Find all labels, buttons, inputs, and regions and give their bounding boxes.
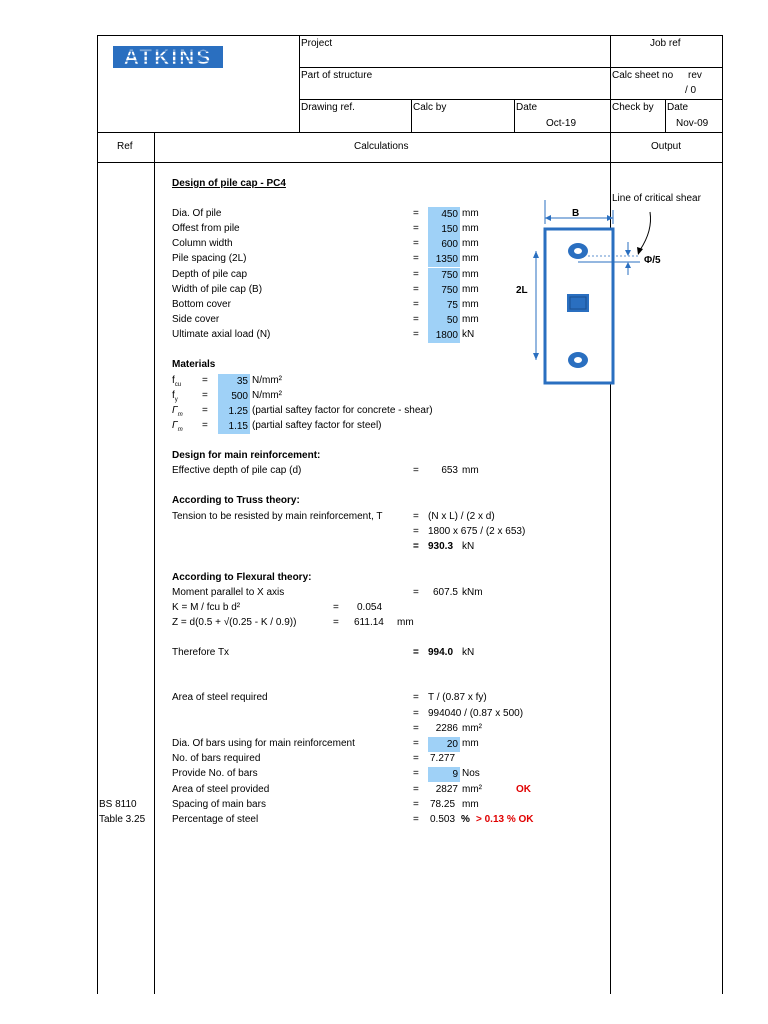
equals-sign: = (333, 602, 339, 613)
equals-sign: = (413, 587, 419, 598)
input-value-column-width[interactable]: 600 (428, 237, 460, 252)
equals-sign: = (413, 738, 419, 749)
dim-phi-label: Φ/5 (644, 255, 661, 266)
border-date2-left (665, 99, 666, 132)
check-by-label: Check by (612, 102, 654, 113)
z-formula: Z = d(0.5 + √(0.25 - K / 0.9)) (172, 617, 297, 628)
equals-sign: = (413, 708, 419, 719)
input-label: Offest from pile (172, 223, 240, 234)
input-value-depth[interactable]: 750 (428, 268, 460, 283)
equals-sign: = (413, 647, 419, 658)
equals-sign: = (413, 768, 419, 779)
input-label: Ultimate axial load (N) (172, 329, 271, 340)
equals-sign: = (413, 799, 419, 810)
unit: Nos (462, 768, 480, 779)
percentage-value: 0.503 (430, 814, 456, 825)
border-left-col (97, 132, 98, 994)
material-symbol: $f_{cu}$ (172, 375, 182, 388)
equals-sign: = (413, 511, 419, 522)
equals-sign: = (413, 223, 419, 234)
border-ref-col (154, 132, 155, 994)
moment-value: 607.5 (432, 587, 458, 598)
equals-sign: = (202, 405, 208, 416)
unit: mm (462, 269, 479, 280)
equals-sign: = (413, 753, 419, 764)
date-label: Date (516, 102, 538, 113)
border-left (97, 35, 98, 132)
dim-2l-label: 2L (516, 285, 528, 296)
border-project-left (299, 35, 300, 132)
spacing-label: Spacing of main bars (172, 799, 266, 810)
equals-sign: = (413, 253, 419, 264)
input-value-width[interactable]: 750 (428, 283, 460, 298)
calc-title: Design of pile cap - PC4 (172, 178, 286, 189)
bar-dia-label: Dia. Of bars using for main reinforcement (172, 738, 355, 749)
unit: mm (462, 238, 479, 249)
border-date-left (514, 99, 515, 132)
bars-provided-label: Provide No. of bars (172, 768, 258, 779)
unit: mm² (462, 723, 482, 734)
area-formula: T / (0.87 x fy) (428, 692, 487, 703)
area-required-value: 2286 (435, 723, 458, 734)
unit: (partial saftey factor for concrete - shear) (252, 405, 433, 416)
equals-sign: = (413, 269, 419, 280)
input-value-pile-dia[interactable]: 450 (428, 207, 460, 222)
date-value: Oct-19 (546, 118, 577, 129)
sheet-number: / 0 (685, 85, 697, 96)
moment-label: Moment parallel to X axis (172, 587, 285, 598)
unit: kN (462, 541, 475, 552)
equals-sign: = (202, 390, 208, 401)
input-value-gamma-concrete[interactable]: 1.25 (218, 404, 250, 419)
input-label: Column width (172, 238, 233, 249)
material-symbol: $\Gamma_m$ (172, 405, 183, 418)
border-right (722, 35, 723, 994)
unit: mm (462, 738, 479, 749)
truss-formula: (N x L) / (2 x d) (428, 511, 495, 522)
input-value-bars-provided[interactable]: 9 (428, 767, 460, 782)
equals-sign: = (413, 238, 419, 249)
col-ref-heading: Ref (117, 141, 133, 152)
unit: mm (462, 284, 479, 295)
unit: mm (397, 617, 414, 628)
area-required-label: Area of steel required (172, 692, 268, 703)
input-value-side-cover[interactable]: 50 (428, 313, 460, 328)
calc-by-label: Calc by (413, 102, 447, 113)
unit: kN (462, 329, 475, 340)
input-value-bottom-cover[interactable]: 75 (428, 298, 460, 313)
bars-required-label: No. of bars required (172, 753, 261, 764)
material-symbol: $f_y$ (172, 390, 178, 403)
percentage-check-ok: > 0.13 % OK (476, 814, 534, 825)
border-output-col (610, 35, 611, 994)
unit: (partial saftey factor for steel) (252, 420, 382, 431)
tx-value: 994.0 (428, 647, 454, 658)
equals-sign: = (413, 526, 419, 537)
critical-shear-note: Line of critical shear (612, 193, 701, 204)
equals-sign: = (413, 723, 419, 734)
equals-sign: = (413, 541, 419, 552)
unit: mm (462, 799, 479, 810)
k-value: 0.054 (357, 602, 383, 613)
date2-value: Nov-09 (676, 118, 709, 129)
part-of-structure-label: Part of structure (301, 70, 373, 81)
unit: mm (462, 253, 479, 264)
job-ref-label: Job ref (650, 38, 681, 49)
z-value: 611.14 (354, 617, 384, 628)
project-label: Project (301, 38, 333, 49)
date2-label: Date (667, 102, 689, 113)
equals-sign: = (413, 692, 419, 703)
equals-sign: = (202, 420, 208, 431)
unit: mm (462, 223, 479, 234)
input-label: Pile spacing (2L) (172, 253, 247, 264)
drawing-ref-label: Drawing ref. (301, 102, 355, 113)
unit: mm (462, 208, 479, 219)
border-colhead-bottom (97, 162, 722, 163)
equals-sign: = (413, 329, 419, 340)
dim-b-label: B (572, 208, 580, 219)
ref-bs8110: BS 8110 (99, 799, 137, 810)
unit: mm² (462, 784, 482, 795)
truss-result: 930.3 (428, 541, 454, 552)
input-value-fcu[interactable]: 35 (218, 374, 250, 389)
input-value-gamma-steel[interactable]: 1.15 (218, 419, 250, 434)
materials-heading: Materials (172, 359, 216, 370)
percentage-label: Percentage of steel (172, 814, 259, 825)
truss-substitution: 1800 x 675 / (2 x 653) (428, 526, 526, 537)
svg-text:ATKINS: ATKINS (123, 46, 213, 68)
input-label: Bottom cover (172, 299, 231, 310)
input-value-offset[interactable]: 150 (428, 222, 460, 237)
equals-sign: = (413, 299, 419, 310)
equals-sign: = (413, 784, 419, 795)
tx-label: Therefore Tx (172, 647, 230, 658)
border-row2 (299, 99, 722, 100)
equals-sign: = (413, 814, 419, 825)
col-output-heading: Output (651, 141, 682, 152)
unit: mm (462, 314, 479, 325)
unit: N/mm² (252, 375, 282, 386)
area-provided-value: 2827 (435, 784, 458, 795)
border-calcby-left (411, 99, 412, 132)
input-value-bar-dia[interactable]: 20 (428, 737, 460, 752)
border-top (97, 35, 722, 36)
pile-cap-diagram (500, 200, 670, 400)
calc-sheet-label: Calc sheet no (612, 70, 674, 81)
input-value-axial-load[interactable]: 1800 (428, 328, 460, 343)
unit: kNm (462, 587, 483, 598)
border-row1 (299, 67, 722, 68)
input-label: Side cover (172, 314, 220, 325)
truss-heading: According to Truss theory: (172, 495, 300, 506)
input-label: Width of pile cap (B) (172, 284, 263, 295)
col-calc-heading: Calculations (354, 141, 409, 152)
input-value-fy[interactable]: 500 (218, 389, 250, 404)
eff-depth-label: Effective depth of pile cap (d) (172, 465, 302, 476)
tension-label: Tension to be resisted by main reinforcement, T (172, 511, 383, 522)
equals-sign: = (333, 617, 339, 628)
unit: mm (462, 465, 479, 476)
k-formula: K = M / fcu b d² (172, 602, 241, 613)
equals-sign: = (413, 284, 419, 295)
area-substitution: 994040 / (0.87 x 500) (428, 708, 524, 719)
atkins-logo (113, 46, 223, 68)
unit: mm (462, 299, 479, 310)
material-symbol: $\Gamma_m$ (172, 420, 183, 433)
border-header-bottom (97, 132, 722, 133)
unit: N/mm² (252, 390, 282, 401)
equals-sign: = (202, 375, 208, 386)
area-provided-label: Area of steel provided (172, 784, 270, 795)
equals-sign: = (413, 465, 419, 476)
ref-table: Table 3.25 (99, 814, 146, 825)
bars-required-value: 7.277 (430, 753, 456, 764)
main-reinf-heading: Design for main reinforcement: (172, 450, 321, 461)
percent-sign: % (461, 814, 470, 825)
input-label: Depth of pile cap (172, 269, 248, 280)
input-label: Dia. Of pile (172, 208, 222, 219)
rev-label: rev (688, 70, 702, 81)
flexural-heading: According to Flexural theory: (172, 572, 312, 583)
input-value-pile-spacing[interactable]: 1350 (428, 252, 460, 267)
equals-sign: = (413, 314, 419, 325)
spacing-value: 78.25 (430, 799, 456, 810)
eff-depth-value: 653 (441, 465, 458, 476)
equals-sign: = (413, 208, 419, 219)
area-check-ok: OK (516, 784, 531, 795)
unit: kN (462, 647, 475, 658)
